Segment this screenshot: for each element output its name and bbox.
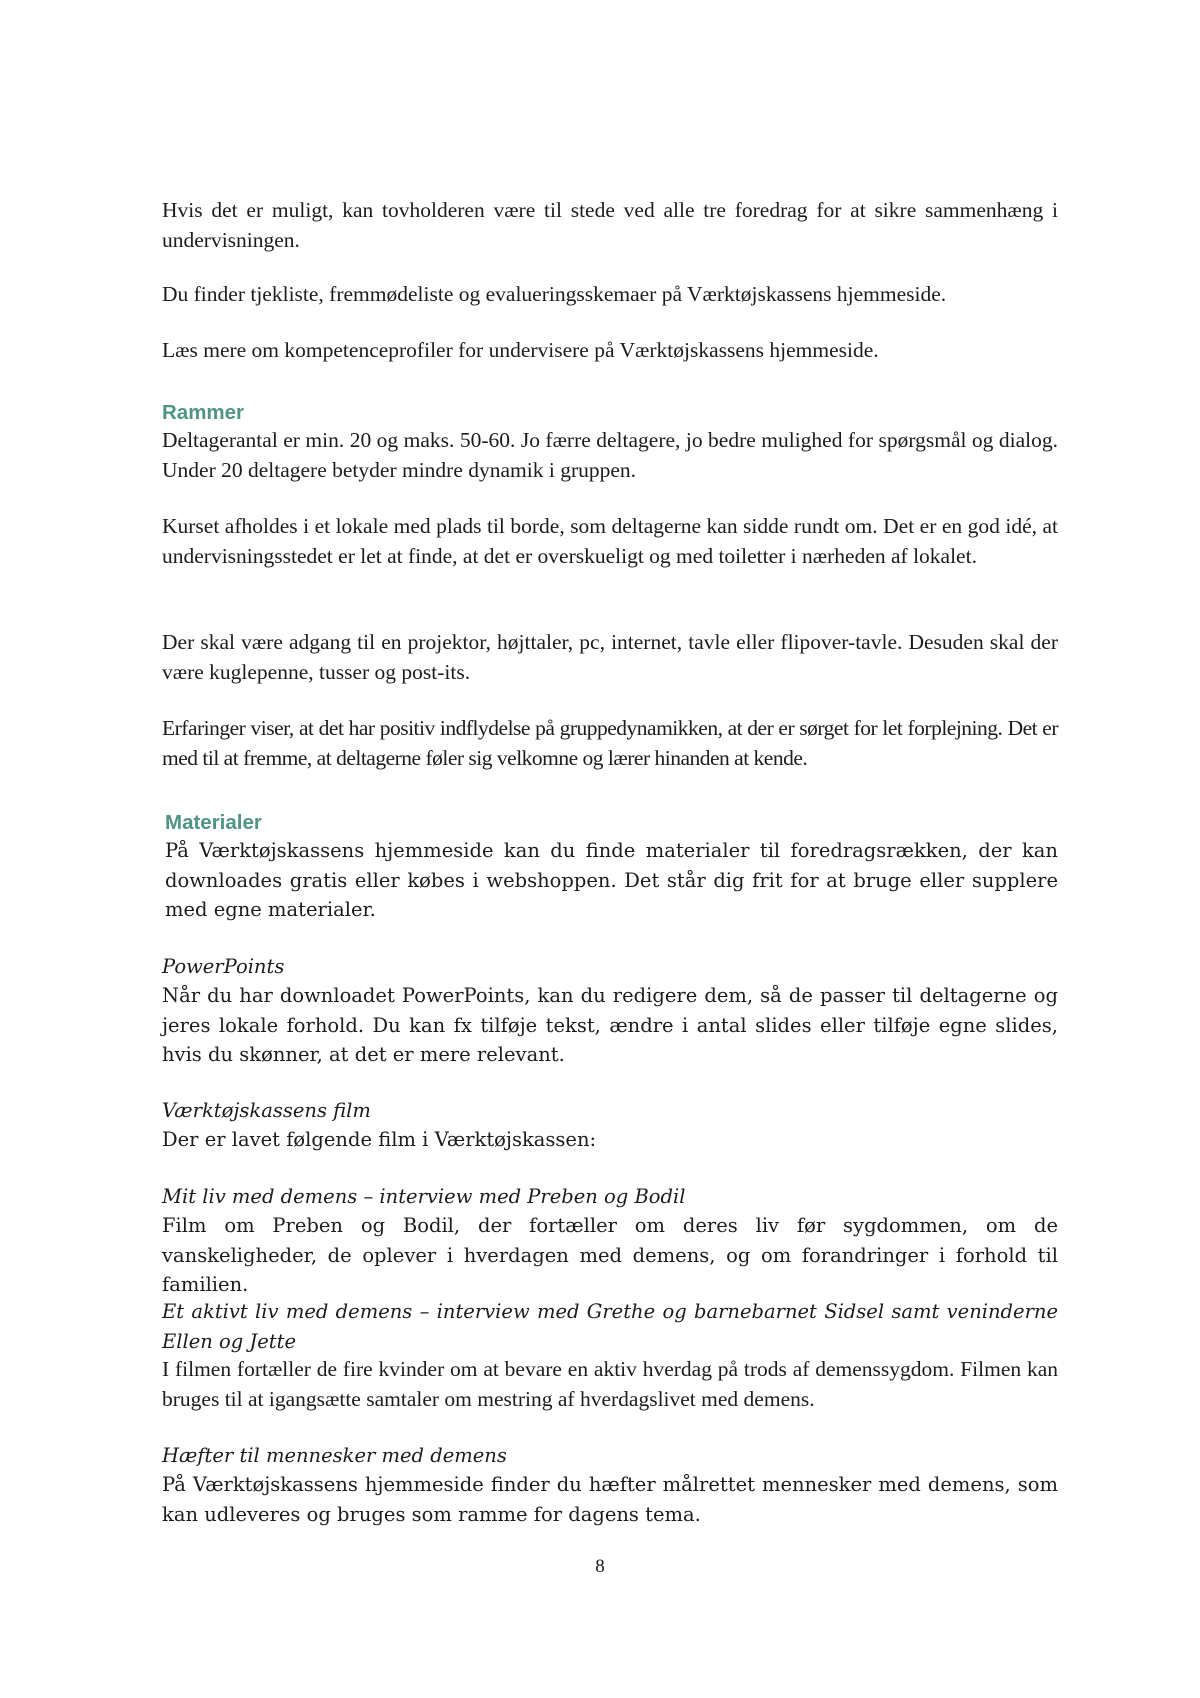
film1-title: Mit liv med demens – interview med Preben og Bodil: [162, 1185, 686, 1208]
film2-text: I filmen fortæller de fire kvinder om at bevare en aktiv hverdag på trods af demenssygdom. Filmen kan bruges til at igangsætte samtaler om mestring af hverdagslivet med demens.: [162, 1357, 1058, 1411]
intro-paragraph-2: Du finder tjekliste, fremmødeliste og evalueringsskemaer på Værktøjskassens hjemmeside.: [162, 282, 947, 306]
haefter-text: På Værktøjskassens hjemmeside finder du hæfter målrettet mennesker med demens, som kan udleveres og bruges som ramme for dagens tema.: [162, 1473, 1058, 1526]
rammer-paragraph-4: Erfaringer viser, at det har positiv indflydelse på gruppedynamikken, at der er sørget for let forplejning. Det er med til at fremme, at deltagerne føler sig velkomne og lærer hinanden at kende.: [162, 716, 1058, 770]
haefter-title: Hæfter til mennesker med demens: [162, 1444, 507, 1467]
film-text: Der er lavet følgende film i Værktøjskassen:: [162, 1128, 597, 1151]
rammer-paragraph-3: Der skal være adgang til en projektor, højttaler, pc, internet, tavle eller flipover-tavle. Desuden skal der være kuglepenne, tusser og post-its.: [162, 630, 1058, 684]
powerpoints-title: PowerPoints: [162, 955, 285, 978]
rammer-paragraph-1: Deltagerantal er min. 20 og maks. 50-60. Jo færre deltagere, jo bedre mulighed for spørgsmål og dialog. Under 20 deltagere betyder mindre dynamik i gruppen.: [162, 428, 1058, 482]
rammer-heading: Rammer: [162, 401, 245, 424]
materialer-heading: Materialer: [165, 811, 262, 834]
film1-text: Film om Preben og Bodil, der fortæller om deres liv før sygdommen, om de vanskeligheder, de oplever i hverdagen med demens, og om forandringer i forhold til familien.: [162, 1214, 1058, 1296]
page-number: 8: [595, 1556, 605, 1577]
document-page: [162, 0, 1058, 1698]
intro-paragraph-3: Læs mere om kompetenceprofiler for undervisere på Værktøjskassens hjemmeside.: [162, 338, 879, 362]
powerpoints-text: Når du har downloadet PowerPoints, kan du redigere dem, så de passer til deltagerne og jeres lokale forhold. Du kan fx tilføje tekst, ændre i antal slides eller tilføje egne slides, hvis du skønner, at det er mere relevant.: [162, 984, 1058, 1066]
materialer-paragraph-1: På Værktøjskassens hjemmeside kan du finde materialer til foredragsrækken, der kan downloades gratis eller købes i webshoppen. Det står dig frit for at bruge eller supplere med egne materialer.: [165, 839, 1058, 921]
film-title: Værktøjskassens film: [162, 1099, 371, 1122]
intro-paragraph-1: Hvis det er muligt, kan tovholderen være til stede ved alle tre foredrag for at sikre sammenhæng i undervisningen.: [162, 198, 1058, 252]
film2-title: Et aktivt liv med demens – interview med Grethe og barnebarnet Sidsel samt veninderne Ellen og Jette: [162, 1300, 1058, 1353]
rammer-paragraph-2: Kurset afholdes i et lokale med plads til borde, som deltagerne kan sidde rundt om. Det er en god idé, at undervisningsstedet er let at finde, at det er overskueligt og med toiletter i nærheden af lokalet.: [162, 514, 1058, 568]
